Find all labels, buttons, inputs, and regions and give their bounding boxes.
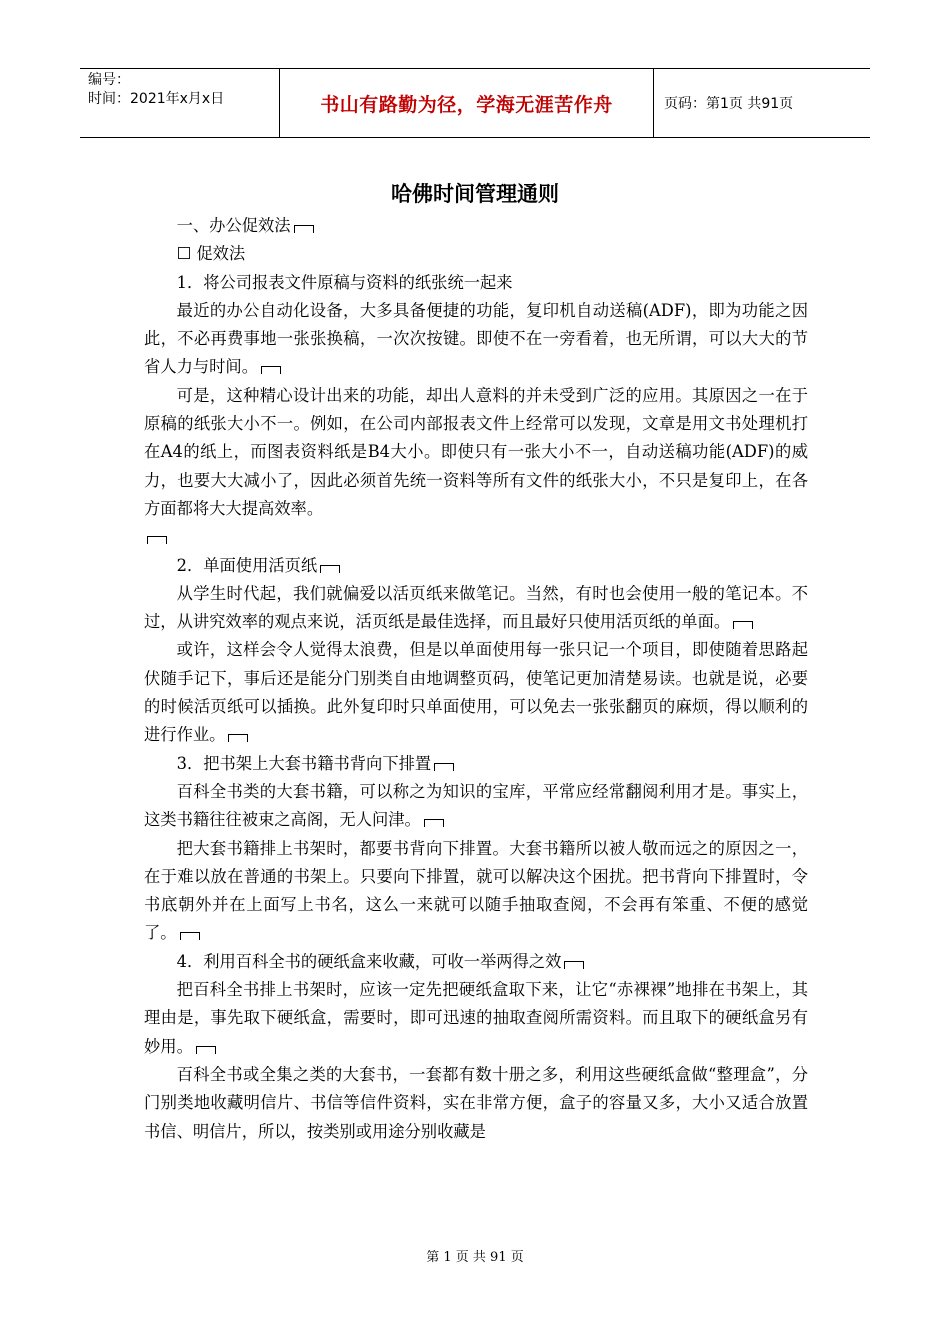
paragraph: 把大套书籍排上书架时，都要书背向下排置。大套书籍所以被人敬而远之的原因之一，在于难以放在普通的书架上。只要向下排置，就可以解决这个困扰。把书背向下排置时，令书底朝外并在上面写上书名，这么一来就可以随手抽取查阅，不会再有笨重、不便的感觉了。 <box>144 838 808 943</box>
paragraph: 从学生时代起，我们就偏爱以活页纸来做笔记。当然，有时也会使用一般的笔记本。不过，从讲究效率的观点来说，活页纸是最佳选择，而且最好只使用活页纸的单面。 <box>144 583 808 632</box>
paragraph: 把百科全书排上书架时，应该一定先把硬纸盒取下来，让它“赤裸裸”地排在书架上，其理由是，事先取下硬纸盒，需要时，即可迅速的抽取查阅所需资料。而且取下的硬纸盒另有妙用。 <box>144 980 808 1056</box>
paragraph-mark-icon <box>294 225 314 233</box>
header-table <box>80 68 870 138</box>
paragraph-mark-icon <box>196 1046 216 1054</box>
paragraph-mark-icon <box>320 565 340 573</box>
paragraph-mark-icon <box>434 763 454 771</box>
subsection-heading: ☐ 促效法 <box>176 244 246 264</box>
item-heading: 1．将公司报表文件原稿与资料的纸张统一起来 <box>176 272 513 292</box>
paragraph-mark-icon <box>424 819 444 827</box>
time-label: 时间：2021年x月x日 <box>88 91 225 107</box>
paragraph-mark-icon <box>261 366 281 374</box>
number-label: 编号： <box>88 72 130 88</box>
paragraph-mark-icon <box>180 932 200 940</box>
paragraph-mark-icon <box>564 961 584 969</box>
document-title: 哈佛时间管理通则 <box>391 182 559 206</box>
paragraph: 或许，这样会令人觉得太浪费，但是以单面使用每一张只记一个项目，即使随着思路起伏随手记下，事后还是能分门别类自由地调整页码，使笔记更加清楚易读。也就是说，必要的时候活页纸可以插换。此外复印时只单面使用，可以免去一张张翻页的麻烦，得以顺利的进行作业。 <box>144 640 808 745</box>
header-meta-cell <box>80 69 280 137</box>
document-body <box>144 212 808 1146</box>
page-info: 页码：第1页 共91页 <box>664 96 794 112</box>
page-footer: 第 1 页 共 91 页 <box>426 1250 524 1265</box>
paragraph: 最近的办公自动化设备，大多具备便捷的功能，复印机自动送稿(ADF)，即为功能之因此，不必再费事地一张张换稿，一次次按键。即使不在一旁看着，也无所谓，可以大大的节省人力与时间。 <box>144 300 808 377</box>
paragraph: 百科全书或全集之类的大套书，一套都有数十册之多，利用这些硬纸盒做“整理盒”，分门别类地收藏明信片、书信等信件资料，实在非常方便，盒子的容量又多，大小又适合放置书信、明信片，所以，按类别或用途分别收藏是 <box>144 1064 808 1141</box>
paragraph-mark-icon <box>228 734 248 742</box>
motto: 书山有路勤为径，学海无涯苦作舟 <box>280 69 654 137</box>
item-heading: 4．利用百科全书的硬纸盒来收藏，可收一举两得之效 <box>144 948 808 976</box>
paragraph-mark-icon <box>733 621 753 629</box>
item-heading: 2．单面使用活页纸 <box>144 552 808 580</box>
section-heading: 一、办公促效法 <box>144 212 808 240</box>
paragraph: 可是，这种精心设计出来的功能，却出人意料的并未受到广泛的应用。其原因之一在于原稿的纸张大小不一。例如，在公司内部报表文件上经常可以发现，文章是用文书处理机打在A4的纸上，而图表资料纸是B4大小。即使只有一张大小不一，自动送稿功能(ADF)的威力，也要大大减小了，因此必须首先统一资料等所有文件的纸张大小，不只是复印上，在各方面都将大大提高效率。 <box>144 382 808 552</box>
item-heading: 3．把书架上大套书籍书背向下排置 <box>144 750 808 778</box>
paragraph-mark-icon <box>147 536 167 544</box>
paragraph: 百科全书类的大套书籍，可以称之为知识的宝库，平常应经常翻阅利用才是。事实上，这类书籍往往被束之高阁，无人问津。 <box>144 781 808 830</box>
